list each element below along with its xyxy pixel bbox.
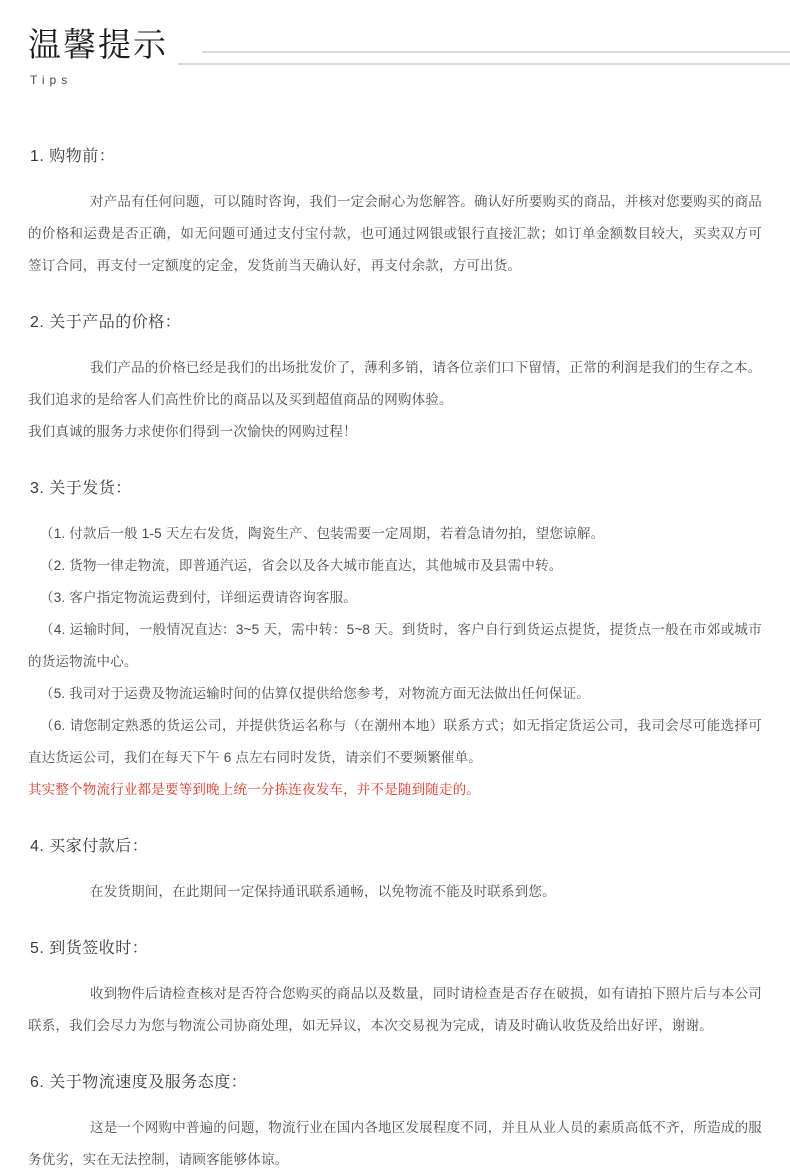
section-shipping [28,478,762,806]
header-rule-lower [178,63,790,65]
section-logistics-service [28,1072,762,1176]
section-heading: 1. 购物前： [30,148,116,165]
section-paragraph: 我们真诚的服务力求使你们得到一次愉快的网购过程！ [28,424,357,439]
section-shopping-before [28,146,762,282]
section-product-price [28,312,762,448]
section-after-payment [28,836,762,908]
section-paragraph: 对产品有任何问题，可以随时咨询，我们一定会耐心为您解答。确认好所要购买的商品，并核对您要购买的商品的价格和运费是否正确，如无问题可通过支付宝付款，也可通过网银或银行直接汇款；如订单金额数目较大，买卖双方可签订合同，再支付一定额度的定金，发货前当天确认好，再支付余款，方可出货。 [28,194,762,273]
section-heading: 2. 关于产品的价格： [30,314,182,331]
section-receiving [28,938,762,1042]
list-item: （6. 请您制定熟悉的货运公司，并提供货运名称与（在潮州本地）联系方式；如无指定货运公司，我司会尽可能选择可直达货运公司，我们在每天下午 6 点左右同时发货，请亲们不要频繁催单。 [28,718,762,765]
list-item: （3. 客户指定物流运费到付，详细运费请咨询客服。 [40,590,358,605]
list-item: （5. 我司对于运费及物流运输时间的估算仅提供给您参考，对物流方面无法做出任何保证。 [40,686,590,701]
section-heading: 5. 到货签收时： [30,940,149,957]
section-paragraph: 我们追求的是给客人们高性价比的商品以及买到超值商品的网购体验。 [28,392,453,407]
list-item: （2. 货物一律走物流，即普通汽运，省会以及各大城市能直达，其他城市及县需中转。 [40,558,563,573]
section-paragraph: 在发货期间，在此期间一定保持通讯联系通畅，以免物流不能及时联系到您。 [90,884,556,899]
shipping-list [28,518,762,774]
section-paragraph: 我们产品的价格已经是我们的出场批发价了，薄利多销，请各位亲们口下留情，正常的利润是我们的生存之本。 [90,360,762,375]
header-rule-upper [202,51,790,53]
page-title: 温馨提示 [28,28,168,64]
section-heading: 4. 买家付款后： [30,838,149,855]
list-item: （4. 运输时间，一般情况直达：3~5 天，需中转：5~8 天。到货时，客户自行到货运点提货，提货点一般在市郊或城市的货运物流中心。 [28,622,762,669]
section-paragraph: 收到物件后请检查核对是否符合您购买的商品以及数量，同时请检查是否存在破损，如有请拍下照片后与本公司联系，我们会尽力为您与物流公司协商处理，如无异议，本次交易视为完成，请及时确认收货及给出好评，谢谢。 [28,986,762,1033]
tips-content [0,146,790,1176]
list-item: （1. 付款后一般 1-5 天左右发货，陶瓷生产、包装需要一定周期，若着急请勿拍，望您谅解。 [40,526,605,541]
section-heading: 6. 关于物流速度及服务态度： [30,1074,248,1091]
page-header [0,0,790,112]
section-paragraph: 这是一个网购中普遍的问题，物流行业在国内各地区发展程度不同，并且从业人员的素质高低不齐，所造成的服务优劣，实在无法控制，请顾客能够体谅。 [28,1120,762,1167]
page-subtitle: Tips [30,73,73,87]
section-heading: 3. 关于发货： [30,480,132,497]
shipping-alert-note: 其实整个物流行业都是要等到晚上统一分拣连夜发车，并不是随到随走的。 [28,782,481,797]
